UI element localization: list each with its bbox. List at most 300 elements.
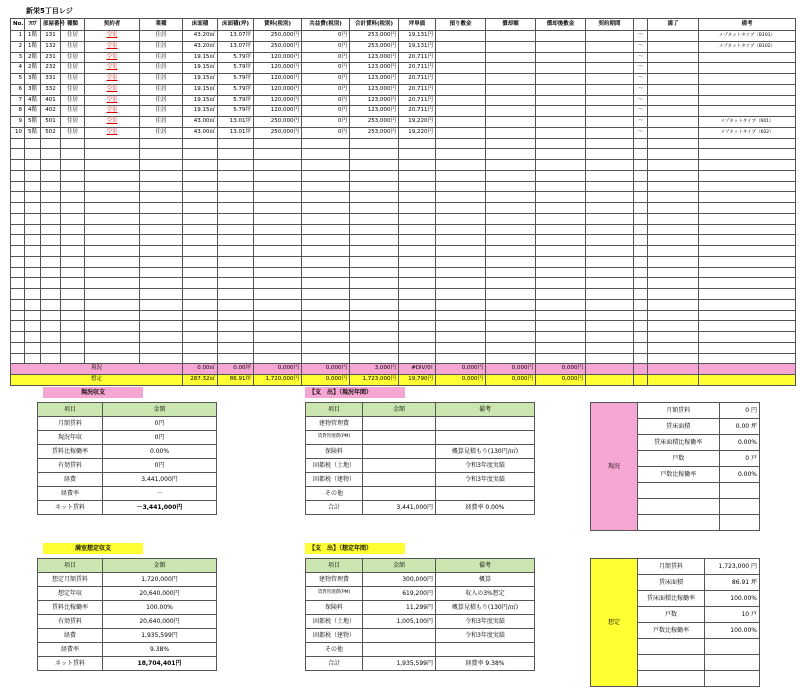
cell-empty bbox=[140, 224, 183, 235]
cell-empty bbox=[634, 332, 648, 343]
current_row-amort: 0,000円 bbox=[486, 364, 536, 375]
cell-empty bbox=[536, 299, 586, 310]
cell-empty bbox=[140, 332, 183, 343]
cell-empty bbox=[254, 310, 302, 321]
cell-empty bbox=[399, 149, 436, 160]
cell-empty bbox=[436, 267, 486, 278]
cell-empty bbox=[536, 95, 586, 106]
cell-empty bbox=[399, 138, 436, 149]
cell-empty bbox=[586, 256, 634, 267]
cell-empty bbox=[25, 203, 41, 214]
summary-label: 月額賃料 bbox=[638, 403, 720, 419]
cell-empty bbox=[399, 256, 436, 267]
cell-empty bbox=[634, 321, 648, 332]
cell-empty bbox=[586, 342, 634, 353]
table-row bbox=[11, 235, 796, 246]
cell-unit: 19,131円 bbox=[399, 31, 436, 42]
current_row-row bbox=[11, 364, 796, 375]
cell-empty bbox=[41, 181, 61, 192]
table-row bbox=[11, 74, 796, 85]
cell-room: 232 bbox=[41, 63, 61, 74]
cell-empty bbox=[61, 267, 85, 278]
cell-tilde: ～ bbox=[634, 95, 648, 106]
item-value: 3,441,000円 bbox=[103, 473, 217, 487]
cell-empty bbox=[699, 203, 796, 214]
cell-empty bbox=[648, 84, 699, 95]
cell-empty bbox=[218, 342, 254, 353]
cell-empty bbox=[648, 353, 699, 364]
item-note: 令和3年度実績 bbox=[436, 615, 535, 629]
cell-tenant: 空室 bbox=[85, 95, 140, 106]
item-value: 1,720,000円 bbox=[103, 573, 217, 587]
cell-area: 19.15㎡ bbox=[183, 106, 218, 117]
cell-empty bbox=[183, 160, 218, 171]
cell-unit: 19,131円 bbox=[399, 41, 436, 52]
cell-empty bbox=[11, 267, 25, 278]
cell-tenant: 空室 bbox=[85, 41, 140, 52]
column-header: 備考 bbox=[699, 19, 796, 31]
cell-empty bbox=[399, 332, 436, 343]
cell-empty bbox=[436, 117, 486, 128]
cell-empty bbox=[699, 321, 796, 332]
cell-empty bbox=[699, 289, 796, 300]
cell-no: 10 bbox=[11, 127, 25, 138]
cell-empty bbox=[586, 127, 634, 138]
item-label: 建物管理費 bbox=[306, 573, 363, 587]
cell-empty bbox=[302, 342, 350, 353]
current-expense-table bbox=[305, 402, 535, 515]
cell-empty bbox=[486, 203, 536, 214]
item-value: 20,640,000円 bbox=[103, 615, 217, 629]
cell-empty bbox=[140, 246, 183, 257]
cell-empty bbox=[436, 63, 486, 74]
cell-empty bbox=[436, 138, 486, 149]
cell-empty bbox=[486, 192, 536, 203]
cell-tenant: 空室 bbox=[85, 106, 140, 117]
table-header-row bbox=[11, 19, 796, 31]
cell-note bbox=[699, 95, 796, 106]
cell-empty bbox=[140, 256, 183, 267]
item-label: 賃料比稼働率 bbox=[38, 601, 103, 615]
item-value bbox=[363, 629, 436, 643]
cell-empty bbox=[699, 342, 796, 353]
table-row bbox=[11, 181, 796, 192]
amount-header: 金額 bbox=[363, 559, 436, 573]
summary-label: 賃床面積 bbox=[638, 575, 705, 591]
cell-empty bbox=[634, 235, 648, 246]
cell-empty bbox=[183, 332, 218, 343]
cell-empty bbox=[302, 299, 350, 310]
item-label: 保険料 bbox=[306, 601, 363, 615]
cell-empty bbox=[436, 74, 486, 85]
cell-unit: 20,711円 bbox=[399, 52, 436, 63]
cell-empty bbox=[586, 31, 634, 42]
cell-empty bbox=[486, 63, 536, 74]
cell-empty bbox=[140, 353, 183, 364]
cell-room: 502 bbox=[41, 127, 61, 138]
cell-empty bbox=[486, 170, 536, 181]
cell-empty bbox=[634, 299, 648, 310]
cell-empty bbox=[25, 321, 41, 332]
cell-empty bbox=[25, 235, 41, 246]
cell-empty bbox=[648, 364, 699, 375]
list-item bbox=[38, 615, 217, 629]
cell-no: 4 bbox=[11, 63, 25, 74]
cell-empty bbox=[648, 74, 699, 85]
cell-empty bbox=[486, 74, 536, 85]
cell-empty bbox=[436, 278, 486, 289]
cell-area: 43.20㎡ bbox=[183, 31, 218, 42]
cell-empty bbox=[85, 170, 140, 181]
cell-empty bbox=[140, 342, 183, 353]
cell-unit: 20,711円 bbox=[399, 95, 436, 106]
cell-empty bbox=[399, 160, 436, 171]
cell-empty bbox=[586, 289, 634, 300]
column-header: 部屋番号 bbox=[41, 19, 61, 31]
table-row bbox=[11, 213, 796, 224]
column-header: 業種 bbox=[140, 19, 183, 31]
item-value: 0円 bbox=[103, 431, 217, 445]
cell-rent: 120,000円 bbox=[254, 52, 302, 63]
cell-empty bbox=[648, 31, 699, 42]
cell-empty bbox=[11, 342, 25, 353]
cell-rent: 250,000円 bbox=[254, 31, 302, 42]
cell-tsubo: 5.79坪 bbox=[218, 84, 254, 95]
table-row bbox=[11, 106, 796, 117]
cell-empty bbox=[648, 192, 699, 203]
cell-empty bbox=[486, 299, 536, 310]
cell-empty bbox=[436, 84, 486, 95]
cell-empty bbox=[648, 342, 699, 353]
cell-type: 住居 bbox=[61, 106, 85, 117]
cell-empty bbox=[536, 246, 586, 257]
item-header: 項目 bbox=[306, 403, 363, 417]
header-row bbox=[306, 559, 535, 573]
cell-empty bbox=[436, 332, 486, 343]
cell-empty bbox=[486, 310, 536, 321]
cell-empty bbox=[183, 213, 218, 224]
cell-empty bbox=[254, 321, 302, 332]
cell-empty bbox=[218, 170, 254, 181]
cell-empty bbox=[586, 160, 634, 171]
cell-empty bbox=[350, 235, 399, 246]
cell-empty bbox=[634, 342, 648, 353]
list-item bbox=[306, 643, 535, 657]
item-value: 300,000円 bbox=[363, 573, 436, 587]
item-value: 0円 bbox=[103, 417, 217, 431]
cell-empty bbox=[436, 289, 486, 300]
cell-empty bbox=[648, 149, 699, 160]
item-label: 保険料 bbox=[306, 445, 363, 459]
cell-empty bbox=[399, 310, 436, 321]
item-label: 経費率 bbox=[38, 643, 103, 657]
cell-empty bbox=[350, 203, 399, 214]
cell-empty bbox=[85, 181, 140, 192]
cell-empty bbox=[350, 192, 399, 203]
cell-area: 19.15㎡ bbox=[183, 63, 218, 74]
cell-tenant: 空室 bbox=[85, 74, 140, 85]
item-header: 項目 bbox=[38, 403, 103, 417]
cell-no: 2 bbox=[11, 41, 25, 52]
cell-empty bbox=[11, 256, 25, 267]
cell-empty bbox=[25, 353, 41, 364]
item-label: 建物管理費 bbox=[306, 417, 363, 431]
cell-empty bbox=[638, 655, 705, 671]
cell-note: メゾネットタイプ（601） bbox=[699, 117, 796, 128]
cell-empty bbox=[586, 170, 634, 181]
cell-empty bbox=[648, 321, 699, 332]
cell-area: 19.15㎡ bbox=[183, 74, 218, 85]
list-item bbox=[306, 657, 535, 671]
cell-empty bbox=[25, 256, 41, 267]
cell-empty bbox=[536, 149, 586, 160]
cell-empty bbox=[25, 278, 41, 289]
cell-empty bbox=[586, 149, 634, 160]
column-header: 床面積(坪) bbox=[218, 19, 254, 31]
cell-total: 123,000円 bbox=[350, 52, 399, 63]
cell-biz: 住居 bbox=[140, 74, 183, 85]
list-item bbox=[38, 601, 217, 615]
cell-empty bbox=[25, 332, 41, 343]
cell-empty bbox=[486, 213, 536, 224]
item-value bbox=[363, 459, 436, 473]
summary-value: 1,723,000 円 bbox=[705, 559, 760, 575]
cell-empty bbox=[61, 321, 85, 332]
column-header: 賃料(税別) bbox=[254, 19, 302, 31]
summary-value: 0.00% bbox=[719, 435, 759, 451]
list-item bbox=[38, 459, 217, 473]
item-note bbox=[436, 643, 535, 657]
assumed_row-tsubo: 86.91坪 bbox=[218, 375, 254, 386]
item-label: 固都税（土地） bbox=[306, 615, 363, 629]
cell-empty bbox=[350, 181, 399, 192]
cell-tenant: 空室 bbox=[85, 52, 140, 63]
cell-empty bbox=[218, 321, 254, 332]
item-header: 項目 bbox=[38, 559, 103, 573]
cell-empty bbox=[486, 52, 536, 63]
cell-empty bbox=[254, 138, 302, 149]
cell-empty bbox=[648, 63, 699, 74]
list-item bbox=[591, 403, 760, 419]
cell-empty bbox=[183, 246, 218, 257]
cell-no: 6 bbox=[11, 84, 25, 95]
cell-floor: 1階 bbox=[25, 31, 41, 42]
item-note bbox=[436, 417, 535, 431]
item-label: 経費 bbox=[38, 629, 103, 643]
cell-type: 住居 bbox=[61, 41, 85, 52]
cell-empty bbox=[302, 192, 350, 203]
cell-empty bbox=[486, 149, 536, 160]
cell-empty bbox=[486, 332, 536, 343]
summary-label: 戸数比稼働率 bbox=[638, 467, 720, 483]
cell-empty bbox=[536, 278, 586, 289]
cell-common: 0円 bbox=[302, 127, 350, 138]
cell-empty bbox=[183, 170, 218, 181]
list-item bbox=[38, 487, 217, 501]
summary-value: 0.00 坪 bbox=[719, 419, 759, 435]
assumed_row-unit: 19,790円 bbox=[399, 375, 436, 386]
cell-empty bbox=[648, 95, 699, 106]
cell-empty bbox=[85, 246, 140, 257]
cell-floor: 2階 bbox=[25, 63, 41, 74]
cell-total: 123,000円 bbox=[350, 106, 399, 117]
list-item bbox=[306, 573, 535, 587]
cell-empty bbox=[61, 235, 85, 246]
table-row bbox=[11, 256, 796, 267]
cell-tilde: ～ bbox=[634, 63, 648, 74]
cell-empty bbox=[486, 224, 536, 235]
cell-empty bbox=[436, 246, 486, 257]
cell-tilde: ～ bbox=[634, 31, 648, 42]
cell-empty bbox=[634, 289, 648, 300]
cell-empty bbox=[399, 278, 436, 289]
item-value: 9.38% bbox=[103, 643, 217, 657]
cell-tsubo: 13.01坪 bbox=[218, 117, 254, 128]
item-value: － bbox=[103, 487, 217, 501]
summary-value: 0 円 bbox=[719, 403, 759, 419]
cell-note: メゾネットタイプ（B101） bbox=[699, 31, 796, 42]
cell-unit: 20,711円 bbox=[399, 74, 436, 85]
cell-empty bbox=[302, 203, 350, 214]
cell-empty bbox=[699, 181, 796, 192]
cell-no: 9 bbox=[11, 117, 25, 128]
item-value: 0円 bbox=[103, 459, 217, 473]
item-value bbox=[363, 445, 436, 459]
cell-empty bbox=[486, 31, 536, 42]
item-note: 概算 bbox=[436, 573, 535, 587]
cell-empty bbox=[536, 213, 586, 224]
cell-empty bbox=[638, 515, 720, 531]
cell-empty bbox=[648, 138, 699, 149]
cell-empty bbox=[536, 170, 586, 181]
cell-empty bbox=[183, 342, 218, 353]
cell-empty bbox=[436, 353, 486, 364]
table-row bbox=[11, 41, 796, 52]
cell-empty bbox=[183, 203, 218, 214]
cell-unit: 19,220円 bbox=[399, 117, 436, 128]
cell-tilde: ～ bbox=[634, 41, 648, 52]
cell-empty bbox=[486, 342, 536, 353]
cell-empty bbox=[648, 310, 699, 321]
cell-empty bbox=[183, 289, 218, 300]
item-note: 令和3年度実績 bbox=[436, 629, 535, 643]
cell-total: 253,000円 bbox=[350, 127, 399, 138]
cell-empty bbox=[140, 181, 183, 192]
cell-empty bbox=[436, 95, 486, 106]
cell-empty bbox=[586, 375, 634, 386]
cell-empty bbox=[436, 106, 486, 117]
cell-empty bbox=[25, 192, 41, 203]
list-item bbox=[306, 473, 535, 487]
cell-tenant: 空室 bbox=[85, 117, 140, 128]
cell-empty bbox=[302, 267, 350, 278]
note-header: 備考 bbox=[436, 403, 535, 417]
cell-empty bbox=[586, 321, 634, 332]
cell-empty bbox=[25, 246, 41, 257]
cell-note bbox=[699, 106, 796, 117]
cell-empty bbox=[218, 353, 254, 364]
item-value bbox=[363, 431, 436, 445]
cell-empty bbox=[11, 299, 25, 310]
cell-empty bbox=[586, 299, 634, 310]
cell-no: 3 bbox=[11, 52, 25, 63]
cell-empty bbox=[536, 181, 586, 192]
list-item bbox=[38, 431, 217, 445]
cell-empty bbox=[85, 353, 140, 364]
cell-empty bbox=[140, 213, 183, 224]
cell-empty bbox=[85, 321, 140, 332]
cell-area: 43.20㎡ bbox=[183, 41, 218, 52]
cell-empty bbox=[41, 299, 61, 310]
cell-empty bbox=[699, 160, 796, 171]
current_row-deposit: 0,000円 bbox=[436, 364, 486, 375]
cell-empty bbox=[61, 256, 85, 267]
cell-rent: 120,000円 bbox=[254, 74, 302, 85]
cell-empty bbox=[85, 149, 140, 160]
cell-empty bbox=[648, 278, 699, 289]
cell-tilde: ～ bbox=[634, 74, 648, 85]
assumed_row-amort: 0,000円 bbox=[486, 375, 536, 386]
cell-empty bbox=[350, 353, 399, 364]
cell-rent: 120,000円 bbox=[254, 84, 302, 95]
cell-empty bbox=[41, 321, 61, 332]
cell-empty bbox=[486, 353, 536, 364]
cell-empty bbox=[638, 639, 705, 655]
cell-empty bbox=[536, 106, 586, 117]
cell-empty bbox=[41, 170, 61, 181]
cell-total: 253,000円 bbox=[350, 31, 399, 42]
cell-empty bbox=[486, 106, 536, 117]
cell-empty bbox=[648, 375, 699, 386]
table-row bbox=[11, 203, 796, 214]
column-header: 契約者 bbox=[85, 19, 140, 31]
cell-empty bbox=[634, 278, 648, 289]
list-item bbox=[306, 459, 535, 473]
cell-empty bbox=[183, 149, 218, 160]
cell-empty bbox=[254, 278, 302, 289]
cell-tilde: ～ bbox=[634, 117, 648, 128]
cell-empty bbox=[486, 181, 536, 192]
cell-tenant: 空室 bbox=[85, 31, 140, 42]
cell-type: 住居 bbox=[61, 84, 85, 95]
cell-empty bbox=[634, 224, 648, 235]
cell-room: 132 bbox=[41, 41, 61, 52]
cell-empty bbox=[634, 267, 648, 278]
cell-type: 住居 bbox=[61, 95, 85, 106]
cell-empty bbox=[85, 160, 140, 171]
cell-empty bbox=[486, 246, 536, 257]
cell-empty bbox=[634, 364, 648, 375]
cell-empty bbox=[254, 299, 302, 310]
cell-empty bbox=[350, 213, 399, 224]
cell-empty bbox=[350, 332, 399, 343]
cell-room: 501 bbox=[41, 117, 61, 128]
cell-empty bbox=[586, 353, 634, 364]
summary-label: 月額賃料 bbox=[638, 559, 705, 575]
current_row-area: 0.00㎡ bbox=[183, 364, 218, 375]
cell-empty bbox=[648, 160, 699, 171]
cell-empty bbox=[586, 267, 634, 278]
cell-empty bbox=[350, 246, 399, 257]
cell-empty bbox=[85, 203, 140, 214]
cell-empty bbox=[648, 235, 699, 246]
cell-empty bbox=[648, 213, 699, 224]
cell-common: 0円 bbox=[302, 41, 350, 52]
cell-empty bbox=[183, 321, 218, 332]
cell-empty bbox=[25, 138, 41, 149]
cell-empty bbox=[436, 52, 486, 63]
item-note: 概算見積もり(130円/㎡) bbox=[436, 445, 535, 459]
